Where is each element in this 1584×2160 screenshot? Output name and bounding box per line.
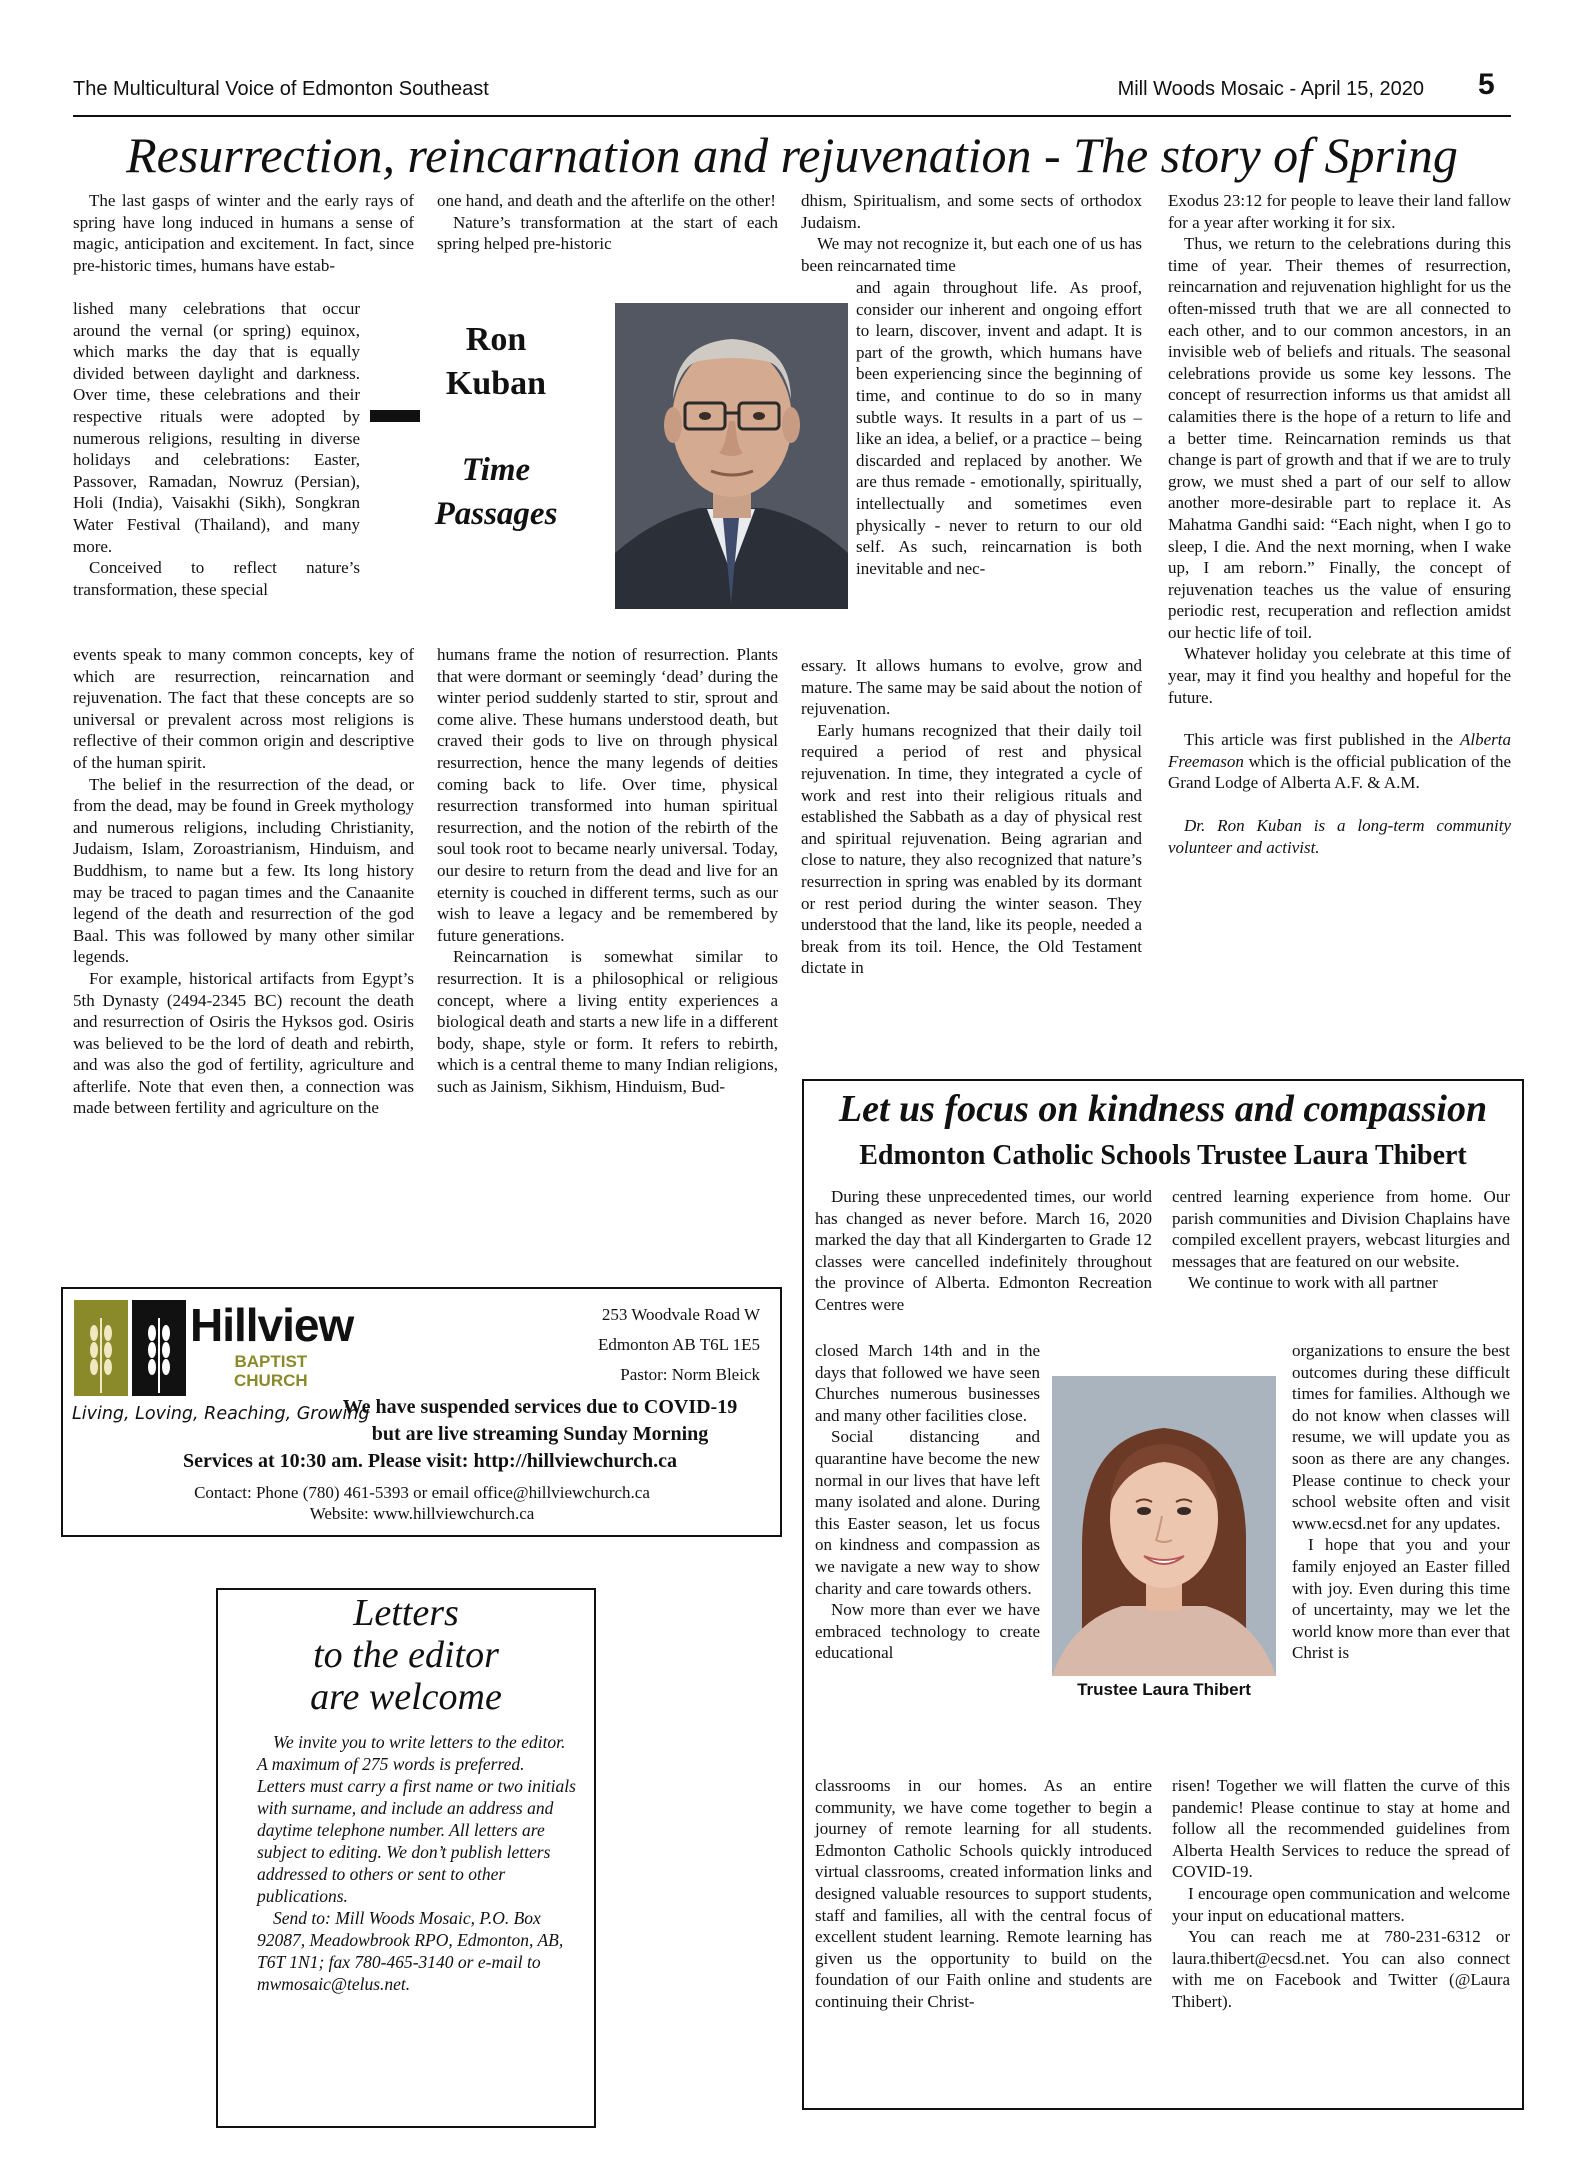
paragraph: Send to: Mill Woods Mosaic, P.O. Box 92087, Meadowbrook RPO, Edmonton, AB, T6T 1N1; fax 780-465-3140 or e-mail to mwmosaic@telus.net. bbox=[257, 1908, 564, 1994]
church-pastor: Pastor: Norm Bleick bbox=[620, 1365, 760, 1384]
paragraph: Nature’s transformation at the start of each spring helped pre-historic bbox=[437, 212, 778, 254]
church-service-notice bbox=[100, 1394, 760, 1475]
paragraph: essary. It allows humans to evolve, grow and mature. The same may be said about the notion of rejuvenation. bbox=[801, 656, 1142, 719]
kindness-column-2-top bbox=[1172, 1186, 1510, 1294]
letters-heading-line-1: Letters bbox=[353, 1592, 459, 1634]
paragraph: During these unprecedented times, our world has changed as never before. March 16, 2020 marked the day that all Kindergarten to Grade 12 classes were cancelled indefinitely throughout the province of Alberta. Edmonton Recreation Centres were bbox=[815, 1187, 1152, 1314]
article-column-3-narrow bbox=[856, 277, 1142, 579]
paragraph: We may not recognize it, but each one of us has been reincarnated time bbox=[801, 234, 1142, 275]
church-contact-phone-email: Contact: Phone (780) 461-5393 or email office@hillviewchurch.ca bbox=[194, 1483, 650, 1502]
paragraph: I encourage open communication and welcome your input on educational matters. bbox=[1172, 1883, 1510, 1925]
church-logo-subtitle-line-1: BAPTIST bbox=[234, 1352, 308, 1371]
kindness-column-1-bottom bbox=[815, 1775, 1152, 2013]
letters-heading-line-3: are welcome bbox=[310, 1676, 502, 1718]
church-website: Website: www.hillviewchurch.ca bbox=[309, 1504, 535, 1523]
church-notice-line-2: but are live streaming Sunday Morning bbox=[371, 1423, 709, 1445]
author-photo bbox=[615, 303, 848, 609]
article-column-3-top bbox=[801, 190, 1142, 276]
paragraph: Reincarnation is somewhat similar to resurrection. It is a philosophical or religious concept, where a living entity experiences a biological death and starts a new life in a different body, shape, style or form. It refers to rebirth, which is a central theme to many Indian religions, such as Jainism, Sikhism, Hinduism, Bud- bbox=[437, 947, 778, 1096]
paragraph: one hand, and death and the afterlife on the other! bbox=[437, 191, 776, 210]
author-name bbox=[418, 318, 574, 406]
paragraph: dhism, Spiritualism, and some sects of orthodox Judaism. bbox=[801, 191, 1142, 232]
paragraph: The last gasps of winter and the early rays of spring have long induced in humans a sense of magic, anticipation and excitement. In fact, since pre-historic times, humans have estab- bbox=[73, 191, 414, 275]
article-column-2-bottom bbox=[437, 644, 778, 1097]
paragraph: You can reach me at 780-231-6312 or laura.thibert@ecsd.net. You can also connect with me on Facebook and Twitter (@Laura Thibert). bbox=[1172, 1927, 1510, 2011]
author-last-name: Kuban bbox=[445, 365, 547, 402]
church-address-city: Edmonton AB T6L 1E5 bbox=[598, 1335, 760, 1354]
paragraph: closed March 14th and in the days that followed we have seen Churches numerous businesses and many other facilities close. bbox=[815, 1341, 1040, 1425]
column-name-line-2: Passages bbox=[434, 496, 558, 532]
article-column-3-bottom bbox=[801, 655, 1142, 979]
publication-name: Alberta Freemason bbox=[1168, 730, 1511, 771]
kindness-column-1-top bbox=[815, 1186, 1152, 1316]
church-address-street: 253 Woodvale Road W bbox=[601, 1305, 760, 1324]
paragraph: Conceived to reflect nature’s transformation, these special bbox=[73, 558, 360, 599]
publication-note-text: This article was first published in the bbox=[1184, 730, 1460, 750]
header-rule bbox=[73, 115, 1511, 117]
paragraph: events speak to many common concepts, key of which are resurrection, reincarnation and rejuvenation. The fact that these concepts are so universal or prevalent across most religions is reflective of their common origin and descriptive of the human spirit. bbox=[73, 645, 414, 772]
paragraph: We continue to work with all partner bbox=[1188, 1273, 1438, 1293]
church-logo-subtitle-line-2: CHURCH bbox=[234, 1371, 308, 1390]
kindness-article-headline: Let us focus on kindness and compassion bbox=[838, 1088, 1488, 1130]
paragraph: Early humans recognized that their daily toil required a period of rest and physical rejuvenation. In time, they integrated a cycle of work and rest into their religious rituals and established the Sabbath as a day of physical rest and spiritual rejuvenation. Being agrarian and close to nature, they also recognized that nature’s resurrection in spring was enabled by its dormant or rest period during the winter season. They understood that the land, like its people, needed a break from its toil. Hence, the Old Testament dictate in bbox=[801, 720, 1142, 978]
column-name-line-1: Time bbox=[461, 452, 531, 488]
church-logo-subtitle bbox=[234, 1352, 308, 1390]
article-column-1-bottom bbox=[73, 644, 414, 1119]
publication-note-text: which is the official publication of the Grand Lodge of Alberta A.F. & A.M. bbox=[1168, 751, 1511, 793]
paragraph: Thus, we return to the celebrations during this time of year. Their themes of resurrection, reincarnation and rejuvenation highlight for us the often-missed truth that we are all connected to each other, and to our common ancestors, in an invisible web of beliefs and rituals. The seasonal celebrations provide us some key lessons. The concept of resurrection informs us that amidst all calamities there is the hope of a return to life and a better time. Reincarnation reminds us that change is part of growth and that if we are to truly grow, we must shed a part of our self to allow another more-desirable part to replace it. As Mahatma Gandhi said: “Each night, when I go to sleep, I die. And the next morning, when I wake up, I am reborn.” Finally, the concept of rejuvenation teaches us the value of ensuring periodic rest, recuperation and reflection amidst our hectic life of toil. bbox=[1168, 234, 1511, 642]
church-contact bbox=[62, 1482, 782, 1524]
paragraph: Now more than ever we have embraced technology to create educational bbox=[815, 1600, 1040, 1663]
church-logo-name: Hillview bbox=[190, 1299, 354, 1351]
paragraph: and again throughout life. As proof, consider our inherent and ongoing effort to learn, discover, invent and adapt. It is part of the growth, which humans have been experiencing since the beginning of time, and continue to do so in many subtle ways. It results in a part of us – like an idea, a belief, or a practice – being discarded and replaced by another. We are thus remade - emotionally, spiritually, intellectually and sometimes even physically - never to return to our old self. As such, reincarnation is both inevitable and nec- bbox=[856, 278, 1142, 578]
paragraph: risen! Together we will flatten the curve of this pandemic! Please continue to stay at home and follow all the recommended guidelines from Alberta Health Services to reduce the spread of COVID-19. bbox=[1172, 1776, 1510, 1882]
paragraph: organizations to ensure the best outcomes during these difficult times for families. Although we do not know when classes will resume, we will update you as soon as there are any changes. Please continue to check your school website often and visit www.ecsd.net for any updates. bbox=[1292, 1341, 1510, 1533]
paragraph: I hope that you and your family enjoyed an Easter filled with joy. Even during this time of uncertainty, may we let the world know more than ever that Christ is bbox=[1292, 1535, 1510, 1663]
trustee-portrait-illustration bbox=[1052, 1376, 1276, 1676]
article-column-2-top bbox=[437, 190, 778, 255]
header-publication-tagline: The Multicultural Voice of Edmonton Southeast bbox=[73, 78, 489, 100]
column-name bbox=[418, 448, 574, 536]
kindness-article-subhead: Edmonton Catholic Schools Trustee Laura Thibert bbox=[859, 1140, 1467, 1171]
paragraph: Whatever holiday you celebrate at this time of year, may it find you healthy and hopeful for the future. bbox=[1168, 644, 1511, 707]
article-column-1-narrow bbox=[73, 298, 360, 600]
paragraph: For example, historical artifacts from Egypt’s 5th Dynasty (2494-2345 BC) recount the death and resurrection of Osiris the Hyksos god. Osiris was believed to be the lord of death and rebirth, and was also the god of fertility, agriculture and afterlife. Note that even then, a connection was made between fertility and agriculture on the bbox=[73, 968, 414, 1118]
trustee-photo-caption: Trustee Laura Thibert bbox=[1077, 1680, 1251, 1699]
page-number: 5 bbox=[1478, 68, 1495, 101]
article-headline: Resurrection, reincarnation and rejuvenation - The story of Spring bbox=[126, 127, 1458, 183]
publication-note bbox=[1168, 729, 1511, 794]
paragraph: centred learning experience from home. Our parish communities and Division Chaplains have compiled excellent prayers, webcast liturgies and messages that are featured on our website. bbox=[1172, 1187, 1510, 1271]
paragraph: The belief in the resurrection of the dead, or from the dead, may be found in Greek mythology and numerous religions, including Christianity, Judaism, Islam, Zoroastrianism, Hinduism, and Buddhism, to name but a few. Its long history may be traced to pagan times and the Canaanite legend of the death and resurrection of the god Baal. This was followed by many other similar legends. bbox=[73, 774, 414, 967]
letters-body bbox=[257, 1731, 577, 1995]
article-column-1-top bbox=[73, 190, 414, 276]
church-notice-line-3: Services at 10:30 am. Please visit: http://hillviewchurch.ca bbox=[182, 1450, 677, 1472]
header-issue-date: Mill Woods Mosaic - April 15, 2020 bbox=[1117, 78, 1424, 100]
kindness-column-2-bottom bbox=[1172, 1775, 1510, 2013]
church-notice-line-1: We have suspended services due to COVID-19 bbox=[342, 1396, 738, 1418]
paragraph: We invite you to write letters to the editor. A maximum of 275 words is preferred. Letters must carry a first name or two initials with surname, and include an address and daytime telephone number. All letters are subject to editing. We don’t publish letters addressed to others or sent to other publications. bbox=[257, 1732, 576, 1906]
letters-heading-line-2: to the editor bbox=[313, 1634, 499, 1676]
church-address bbox=[440, 1300, 760, 1390]
author-first-name: Ron bbox=[465, 321, 527, 358]
trustee-photo bbox=[1052, 1376, 1276, 1676]
letters-heading bbox=[216, 1592, 596, 1718]
paragraph: lished many celebrations that occur around the vernal (or spring) equinox, which marks the day that is equally divided between daylight and darkness. Over time, these celebrations and their respective rituals were adopted by numerous religions, resulting in diverse holidays and celebrations: Easter, Passover, Ramadan, Nowruz (Persian), Holi (India), Vaisakhi (Sikh), Songkran Water Festival (Thailand), and many more. bbox=[73, 299, 360, 556]
paragraph: classrooms in our homes. As an entire community, we have come together to begin a journey of remote learning for all students. Edmonton Catholic Schools quickly introduced virtual classrooms, created information links and designed valuable resources to support students, staff and families, all with the central focus of excellent student learning. Remote learning has given us the opportunity to build on the foundation of our Faith online and students are continuing their Christ- bbox=[815, 1776, 1152, 2011]
church-tagline: Living, Loving, Reaching, Growing bbox=[72, 1404, 370, 1424]
author-bio: Dr. Ron Kuban is a long-term community volunteer and activist. bbox=[1168, 816, 1511, 857]
paragraph: Exodus 23:12 for people to leave their land fallow for a year after working it for six. bbox=[1168, 191, 1511, 232]
author-portrait-illustration bbox=[615, 303, 848, 609]
paragraph: humans frame the notion of resurrection. Plants that were dormant or seemingly ‘dead’ during the winter period suddenly started to stir, sprout and come alive. These humans understood death, but craved their gods to live on through physical resurrection, hence the many legends of deities coming back to life. Over time, physical resurrection transformed into human spiritual resurrection, and the notion of the rebirth of the soul took root to became nearly universal. Today, our desire to return from the dead and live for an eternity is couched in different terms, such as our wish to leave a legacy and be remembered by future generations. bbox=[437, 645, 778, 945]
kindness-column-1-narrow bbox=[815, 1340, 1040, 1664]
article-column-4 bbox=[1168, 190, 1511, 858]
kindness-column-2-narrow bbox=[1292, 1340, 1510, 1664]
paragraph: Social distancing and quarantine have become the new normal in our lives that have left many isolated and alone. During this Easter season, let us focus on kindness and compassion as we navigate a new way to show charity and care towards others. bbox=[815, 1427, 1040, 1598]
